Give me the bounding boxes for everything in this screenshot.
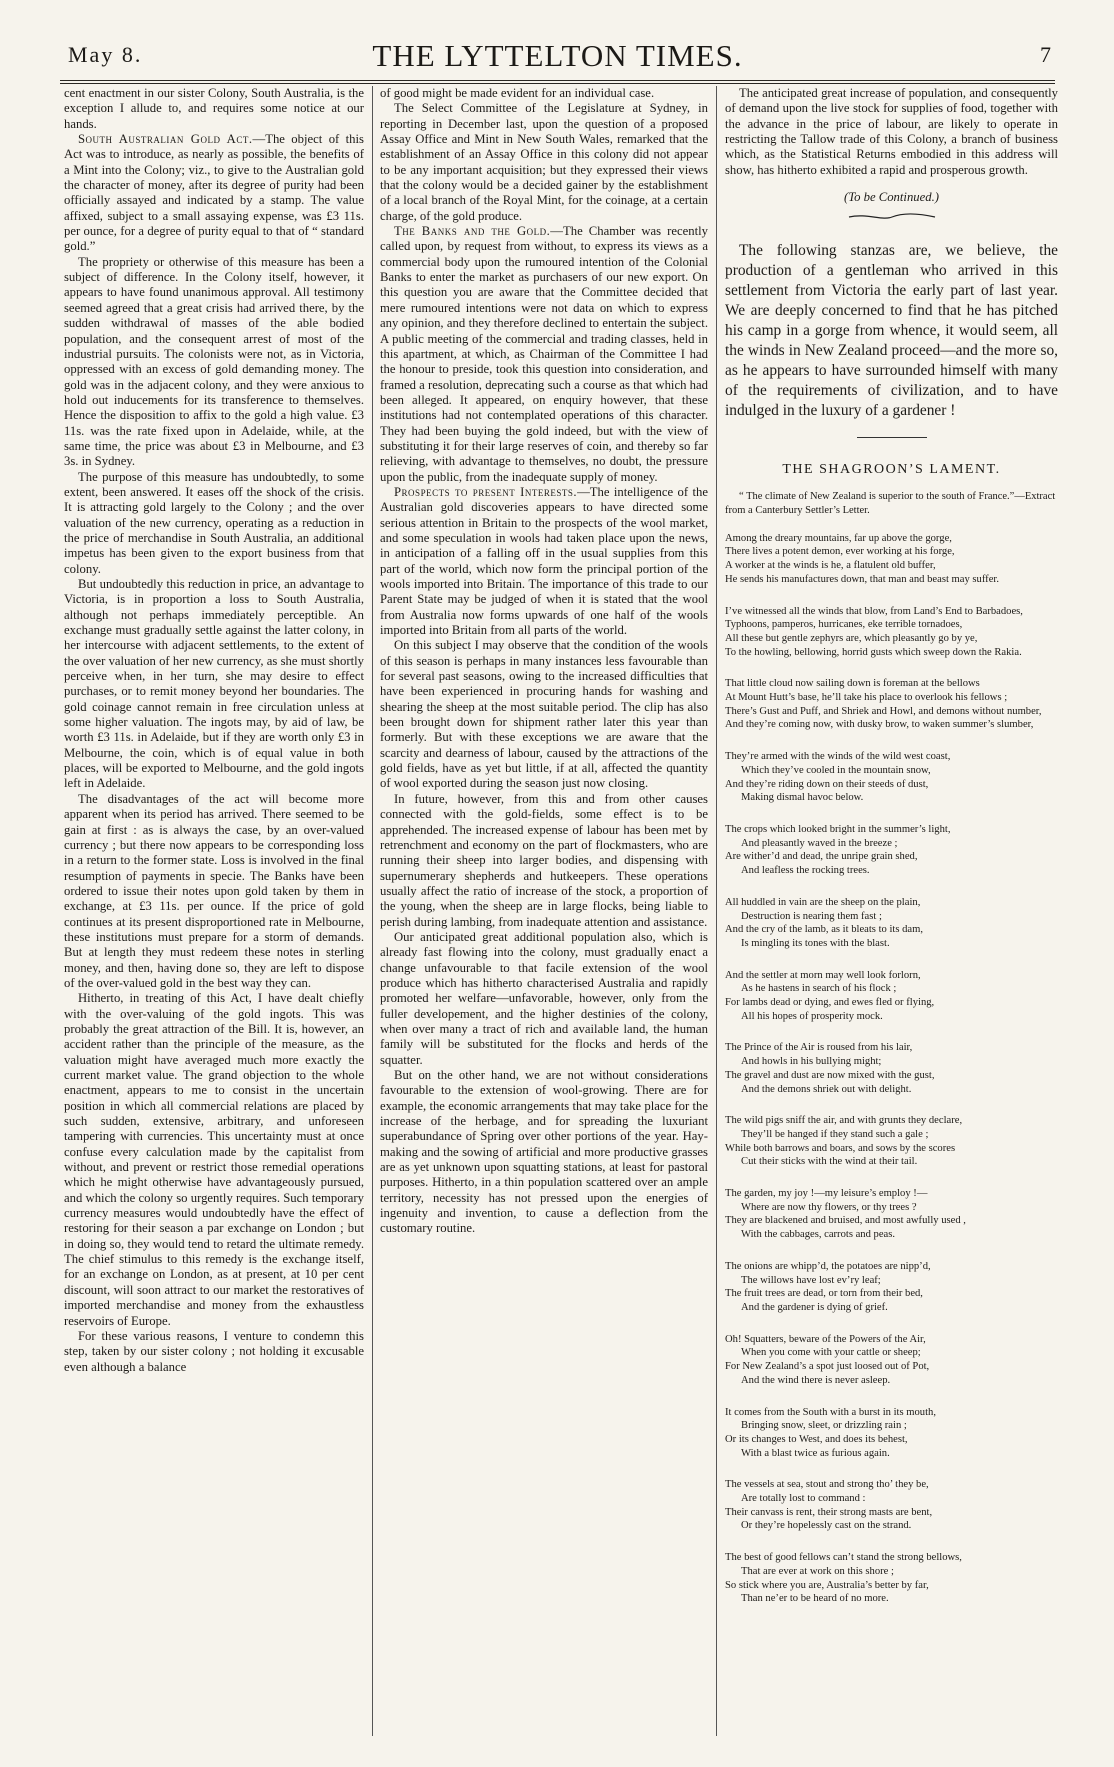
poem-stanza — [725, 1041, 1058, 1096]
poem-line: There lives a potent demon, ever working at his forge, — [725, 546, 955, 558]
masthead-rule — [60, 80, 1055, 81]
poem-stanza — [725, 677, 1058, 732]
poem-line: All his hopes of prosperity mock. — [741, 1010, 883, 1022]
section-heading: South Australian Gold Act. — [78, 132, 253, 147]
masthead — [60, 38, 1055, 80]
poem-line: Among the dreary mountains, far up above the gorge, — [725, 532, 952, 544]
poem-line: And they’re riding down on their steeds of dust, — [725, 778, 929, 790]
paragraph-text: The disadvantages of the act will become more apparent when its period has arrived. There seemed to be gain at first : as is always the case, by an over-valued currency ; but there now appears to be corresponding loss in a return to the former state. Loss is involved in the final resumption of payments in specie. The Banks have been ordered to issue their notes upon gold taken by them in exchange, at £3 11s. per ounce. If the price of gold continues at its present disproportioned rate in Melbourne, these institutions must prepare for a storm of demands. But at length they must redeem these notes in sterling money, and then, having done so, they are left to dispose of the over-valued gold in the best way they can. — [64, 791, 364, 990]
poem-line: Oh! Squatters, beware of the Powers of the Air, — [725, 1333, 926, 1345]
poem-line: All huddled in vain are the sheep on the plain, — [725, 896, 921, 908]
poem-line: And they’re coming now, with dusky brow, to waken summer’s slumber, — [725, 719, 1034, 731]
poem-stanza — [725, 1260, 1058, 1315]
poem-line: When you come with your cattle or sheep; — [741, 1347, 921, 1359]
article-paragraph — [380, 485, 708, 638]
poem-line: And the gardener is dying of grief. — [741, 1301, 888, 1313]
column-divider — [372, 86, 373, 1736]
poem-line: And the settler at morn may well look forlorn, — [725, 969, 921, 981]
poem-line: It comes from the South with a burst in its mouth, — [725, 1406, 936, 1418]
poem-line: Typhoons, pamperos, hurricanes, eke terrible tornadoes, — [725, 619, 963, 631]
column-divider — [716, 86, 717, 1736]
article-paragraph: The anticipated great increase of population, and consequently of demand upon the live stock for supplies of food, together with the advance in the price of labour, are likely to operate in restricting the Tallow trade of this Colony, a branch of business which, as the Statistical Returns embodied in this address will show, has hitherto exhibited a rapid and prosperous growth. — [725, 86, 1058, 177]
poem-stanza — [725, 605, 1058, 660]
ornamental-rule-icon — [847, 213, 937, 221]
poem-line: For lambs dead or dying, and ewes fled or flying, — [725, 997, 935, 1009]
article-paragraph — [64, 132, 364, 255]
continued-note: (To be Continued.) — [843, 190, 940, 205]
poem-line: And leafless the rocking trees. — [741, 865, 870, 877]
paragraph-text: But undoubtedly this reduction in price, an advantage to Victoria, is in proportion a loss to South Australia, although not perhaps immediately perceptible. An exchange must gradually settle against the latter colony, in her intercourse with adjacent settlements, to the extent of the over valuation of her new currency, as she must shortly perceive when, in her turn, she may desire to effect purchases, or to remit money beyond her boundaries. The gold coinage cannot remain in free circulation unless at some higher valuation. The ingots may, by aid of law, be worth £3 11s. in Adelaide, but if they are worth only £3 in Melbourne, the coin, which is of equal value in both places, will be exported to Melbourne, and the gold ingots left in Adelaide. — [64, 577, 364, 791]
poem-line: I’ve witnessed all the winds that blow, from Land’s End to Barbadoes, — [725, 605, 1023, 617]
paragraph-text: For these various reasons, I venture to condemn this step, taken by our sister colony ; not holding it excusable even although a balance — [64, 1328, 364, 1374]
article-paragraph — [380, 86, 708, 101]
poem-line: Their canvass is rent, their strong masts are bent, — [725, 1506, 933, 1518]
poem-line: Or its changes to West, and does its behest, — [725, 1433, 908, 1445]
paragraph-text: But on the other hand, we are not without considerations favourable to the extension of wool-growing. There are for example, the economic arrangements that may take place for the increase of the herbage, and for spreading the luxuriant superabundance of Spring over other portions of the year. Hay-making and the sowing of artificial and more productive grasses are as yet unknown upon squatting stations, at least for pastoral purposes. Hitherto, in a thin population scattered over an ample territory, necessity has not pressed upon the energies of ingenuity and invention, to cause a deflection from the customary routine. — [380, 1068, 708, 1236]
poem-line: Making dismal havoc below. — [741, 792, 864, 804]
paragraph-text: On this subject I may observe that the condition of the wools of this season is perhaps in many instances less favourable than for several past seasons, owing to the increased difficulties that have been experienced in procuring hands for washing and shearing the sheep at the most suitable period. The clip has also been brought down for shipment rather later this year than formerly. But with these exceptions we are aware that the scarcity and dearness of labour, caused by the attractions of the gold fields, have as yet but little, if at all, affected the quantity of wool exported during the season just now closing. — [380, 638, 708, 791]
poem-line: And howls in his bullying might; — [741, 1056, 882, 1068]
poem-line: Is mingling its tones with the blast. — [741, 937, 890, 949]
poem-line: The crops which looked bright in the summer’s light, — [725, 824, 951, 835]
poem-line: That little cloud now sailing down is foreman at the bellows — [725, 678, 980, 690]
poem-line: The vessels at sea, stout and strong tho’ they be, — [725, 1479, 929, 1491]
poem-line: Which they’ve cooled in the mountain snow, — [741, 764, 931, 776]
section-heading: The Banks and the Gold. — [394, 224, 551, 239]
poem-line: They are blackened and bruised, and most awfully used , — [725, 1215, 966, 1227]
paragraph-text: —The object of this Act was to introduce, as nearly as possible, the benefits of a Mint into the Colony; viz., to give to the Australian gold the character of money, after its degree of purity had been officially assayed and indicated by a stamp. The value affixed, subject to a small assaying expense, was £3 11s. per ounce, for a degree of purity equal to that of “ standard gold.” — [64, 132, 364, 254]
poem-line: Are totally lost to command : — [741, 1493, 866, 1505]
poem-epigraph: “ The climate of New Zealand is superior to the south of France.”—Extract from a Canterbury Settler’s Letter. — [725, 490, 1056, 516]
poem-stanza — [725, 969, 1058, 1024]
poem-line: That are ever at work on this shore ; — [741, 1565, 894, 1577]
poem-line: Are wither’d and dead, the unripe grain shed, — [725, 851, 918, 863]
poem-line: Or they’re hopelessly cast on the strand. — [741, 1520, 912, 1532]
issue-date: May 8. — [68, 42, 143, 67]
poem-line: The garden, my joy !—my leisure’s employ !— — [725, 1188, 928, 1200]
poem-line: There’s Gust and Puff, and Shriek and Howl, and demons without number, — [725, 705, 1042, 717]
poem-line: While both barrows and boars, and sows by the scores — [725, 1142, 956, 1154]
poem-body — [725, 532, 1058, 1606]
poem-line: They’re armed with the winds of the wild west coast, — [725, 751, 951, 763]
poem-line: The gravel and dust are now mixed with the gust, — [725, 1069, 935, 1081]
paragraph-text: —The Chamber was recently called upon, by request from without, to express its views as a commercial body upon the rumoured intention of the Colonial Banks to enter the market as purchasers of our new export. On this question you are aware that the Committee decided that mere rumoured intentions were not data on which to express any opinion, and they therefore declined to entertain the subject. A public meeting of the commercial and trading classes, held in this apartment, at which, as Chairman of the Committee I had the honour to preside, took this question into consideration, and framed a resolution, deprecating such a course as that which had been alleged. It appeared, on enquiry however, that these institutions had not contemplated operations of this character. They had been buying the gold indeed, but with the view of substituting it for their large reserves of coin, and thereby so far relieving, with advantage to themselves, no doubt, the pressure upon the public, from the inadequate supply of money. — [380, 224, 708, 484]
article-paragraph — [64, 255, 364, 470]
poem-stanza — [725, 1114, 1058, 1169]
poem-line: And the demons shriek out with delight. — [741, 1083, 912, 1095]
poem-line: A worker at the winds is he, a flatulent old buffer, — [725, 560, 936, 572]
article-paragraph — [380, 101, 708, 224]
poem-line: The wild pigs sniff the air, and with grunts they declare, — [725, 1115, 963, 1127]
section-heading: Prospects to present Interests. — [394, 484, 578, 499]
poem-stanza — [725, 823, 1058, 878]
poem-line: So stick where you are, Australia’s better by far, — [725, 1579, 929, 1591]
poem-line: For New Zealand’s a spot just loosed out of Pot, — [725, 1361, 930, 1373]
poem-line: With the cabbages, carrots and peas. — [741, 1229, 896, 1241]
poem-line: To the howling, bellowing, horrid gusts which sweep down the Rakia. — [725, 646, 1022, 658]
article-paragraph — [64, 1329, 364, 1375]
poem-line: Where are now thy flowers, or thy trees ? — [741, 1201, 917, 1213]
poem-stanza — [725, 532, 1058, 587]
poem-stanza — [725, 1187, 1058, 1242]
poem-stanza — [725, 1478, 1058, 1533]
masthead-rule-secondary — [60, 83, 1055, 84]
paragraph-text: Hitherto, in treating of this Act, I have dealt chiefly with the over-valuing of the gold ingots. This was probably the great attraction of the Bill. It is, however, an accident rather than the principle of the measure, as the valuation might have averaged much more exactly the current market value. The grand objection to the whole enactment, appears to me to consist in the uncertain position in which all commercial relations are placed by such sudden, extensive, arbitrary, and unforeseen tampering with currencies. This uncertainty must at once confuse every calculation made by the capitalist from without, and prevent or restrict those remedial operations which he might otherwise have advantageously pursued, and which the colony so urgently requires. Such temporary currency measures would undoubtedly have the effect of restoring for their season a par exchange on London ; but in doing so, they would tend to retard the ultimate remedy. The chief stimulus to this remedy is the exchange itself, for an exchange on London, as at present, at 10 per cent discount, will soon attract to our market the restoratives of imported merchandise and money from the exhaustless reservoirs of Europe. — [64, 991, 364, 1328]
paragraph-text: —The intelligence of the Australian gold discoveries appears to have directed some serious attention in Britain to the prospects of the wool market, and some speculation in wools had taken place upon the news, in anticipation of a falling off in the usual supplies from this part of the world, which now form the principal portion of the wools imported into Britain. The importance of this trade to our Parent State may be judged of when it is stated that the wool from Australia now forms upwards of one half of the wools imported into Britain from all parts of the world. — [380, 484, 708, 638]
paragraph-text: The propriety or otherwise of this measure has been a subject of difference. In the Colony itself, however, it appears to have found unanimous approval. All testimony seemed agreed that a great crisis had arrived there, by the sudden withdrawal of masses of the able bodied population, and the consequent arrest of most of the industrial pursuits. The colonists were not, as in Victoria, oppressed with an excess of gold demanding money. The gold was in the adjacent colony, and they were anxious to hold out inducements for its transference to themselves. Hence the disposition to affix to the gold a high value. £3 11s. was the rate fixed upon in Adelaide, while, at the same time, the price was about £3 in Melbourne, and £3 3s. in Sydney. — [64, 254, 364, 469]
poem-line: Destruction is nearing them fast ; — [741, 910, 882, 922]
article-column-3 — [725, 86, 1058, 1624]
paragraph-text: In future, however, from this and from other causes connected with the gold-fields, some effect is to be apprehended. The increased expense of labour has been met by retrenchment and economy on the part of flockmasters, who are running their sheep into larger bodies, and dispensing with supernumerary shepherds and hutkeepers. These operations usually affect the ratio of increase of the stock, a proportion of the young, when the sheep are in large flocks, being liable to perish during lambing, from inadequate attention and assistance. — [380, 791, 708, 929]
poem-line: They’ll be hanged if they stand such a gale ; — [741, 1128, 929, 1140]
article-paragraph — [380, 638, 708, 791]
poem-line: The Prince of the Air is roused from his lair, — [725, 1042, 913, 1054]
poem-line: The fruit trees are dead, or torn from their bed, — [725, 1288, 923, 1300]
paragraph-text: The purpose of this measure has undoubtedly, to some extent, been answered. It eases off the shock of the crisis. It is attracting gold largely to the Colony ; and the over valuation of the new currency, operating as a reduction in the price of merchandise in South Australia, an additional impetus has been given to the export business from that colony. — [64, 469, 364, 576]
page-number: 7 — [1040, 42, 1051, 67]
poem-line: At Mount Hutt’s base, he’ll take his place to overlook his fellows ; — [725, 692, 1008, 704]
article-paragraph — [380, 930, 708, 1068]
poem-stanza — [725, 750, 1058, 805]
article-paragraph — [64, 991, 364, 1329]
poem-introduction — [725, 241, 1058, 421]
paragraph-text: Our anticipated great additional population also, which is already fast flowing into the colony, must gradually enact a change unfavourable to that facile extension of the wool produce which has hitherto characterised Australia and rapidly promoted her welfare—unfavorable, however, only from the fuller developement, and the higher destinies of the colony, when over many a tract of rich and available land, the human family will be substituted for the flocks and herds of the squatter. — [380, 929, 708, 1067]
article-paragraph — [64, 470, 364, 577]
poem-line: He sends his manufactures down, that man and beast may suffer. — [725, 573, 999, 585]
poem-stanza — [725, 1406, 1058, 1461]
article-paragraph — [380, 1068, 708, 1237]
newspaper-title: THE LYTTELTON TIMES. — [372, 38, 743, 73]
poem-line: And the wind there is never asleep. — [741, 1374, 891, 1386]
article-paragraph — [64, 792, 364, 991]
poem-line: And the cry of the lamb, as it bleats to its dam, — [725, 924, 924, 936]
paragraph-text: of good might be made evident for an individual case. — [380, 86, 655, 100]
poem-line: The best of good fellows can’t stand the strong bellows, — [725, 1552, 962, 1564]
article-paragraph — [64, 86, 364, 132]
poem-line: All these but gentle zephyrs are, which pleasantly go by ye, — [725, 632, 978, 644]
poem-line: And pleasantly waved in the breeze ; — [741, 837, 898, 849]
paragraph-text: The Select Committee of the Legislature at Sydney, in reporting in December last, upon the question of a proposed Assay Office and Mint in New South Wales, remarked that the establishment of an Assay Office in this colony did not appear to be any important acquisition; but they expressed their views that the colony would be a decided gainer by the establishment of a local branch of the Royal Mint, for the coinage, at a certain charge, of the gold produce. — [380, 101, 708, 223]
poem-stanza — [725, 1333, 1058, 1388]
article-column-2 — [380, 86, 708, 1237]
poem-stanza — [725, 896, 1058, 951]
poem-line: With a blast twice as furious again. — [741, 1447, 890, 1459]
article-paragraph — [64, 577, 364, 792]
article-paragraph — [380, 792, 708, 930]
section-rule — [857, 437, 927, 438]
poem-stanza — [725, 1551, 1058, 1606]
poem-line: Cut their sticks with the wind at their tail. — [741, 1156, 918, 1168]
paragraph-text: cent enactment in our sister Colony, South Australia, is the exception I allude to, and requires some notice at our hands. — [64, 86, 364, 131]
article-column-1 — [64, 86, 364, 1375]
poem-line: Than ne’er to be heard of no more. — [741, 1593, 889, 1605]
poem-line: As he hastens in search of his flock ; — [741, 983, 897, 995]
article-paragraph — [380, 224, 708, 485]
poem-line: The willows have lost ev’ry leaf; — [741, 1274, 881, 1286]
poem-title: THE SHAGROON’S LAMENT. — [782, 462, 1001, 478]
poem-line: Bringing snow, sleet, or drizzling rain ; — [741, 1420, 907, 1432]
intro-paragraph: The following stanzas are, we believe, the production of a gentleman who arrived in this settlement from Victoria the early part of last year. We are deeply concerned to find that he has pitched his camp in a gorge from whence, it would seem, all the winds in New Zealand proceed—and the more so, as he appears to have surrounded himself with many of the requirements of civilization, and to have indulged in the luxury of a gardener ! — [725, 242, 1058, 420]
poem-line: The onions are whipp’d, the potatoes are nipp’d, — [725, 1260, 931, 1272]
